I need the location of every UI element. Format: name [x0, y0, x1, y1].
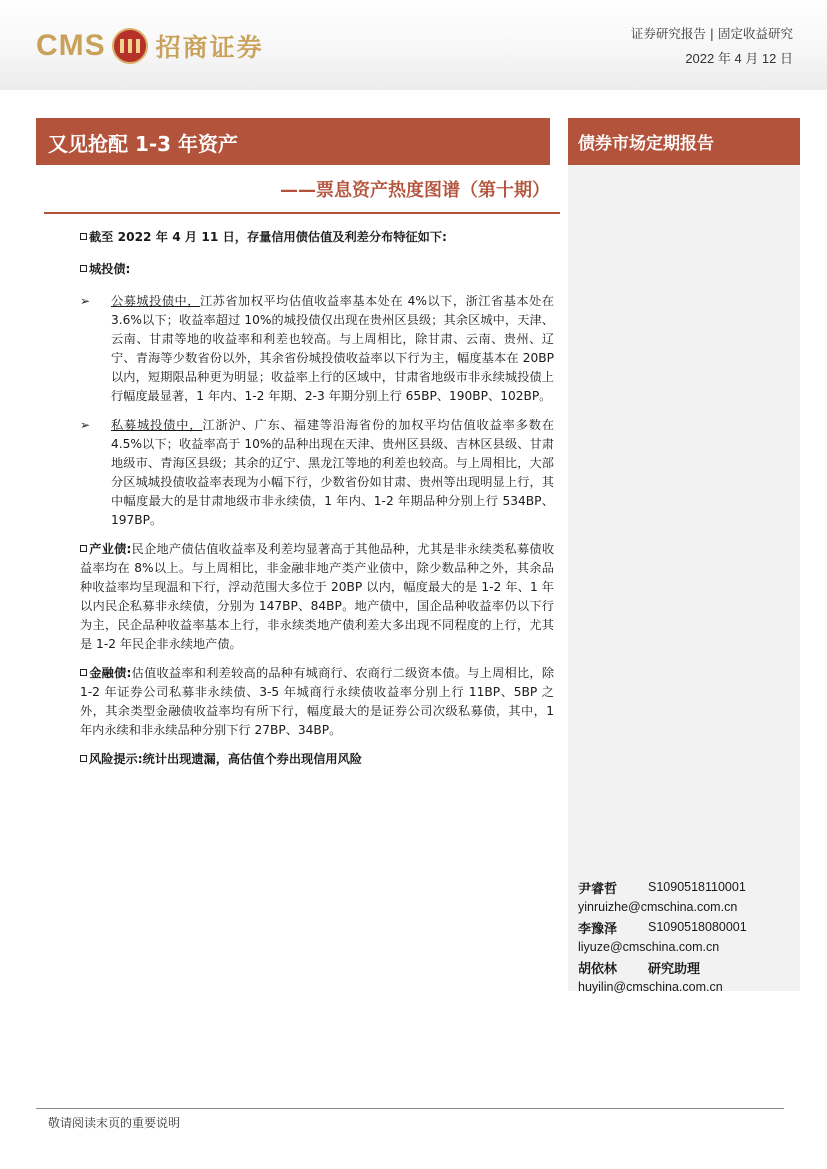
industry-label: 产业债: [89, 542, 132, 556]
checkbox-bullet-icon [80, 233, 87, 240]
sidebar-section-title: 债券市场定期报告 [578, 134, 714, 154]
checkbox-bullet-icon [80, 755, 87, 762]
report-title: 又见抢配 1-3 年资产 [48, 132, 239, 156]
public-chengtou-bullet [80, 292, 554, 406]
logo-latin-text: CMS [36, 29, 106, 62]
checkbox-bullet-icon [80, 669, 87, 676]
analyst-role: 研究助理 [648, 961, 701, 977]
company-logo [36, 26, 264, 66]
public-chengtou-text: 江苏省加权平均估值收益率基本处在 4%以下，浙江省基本处在 3.6%以下；收益率超过 10%的城投债仅出现在贵州区县级；其余区城中，天津、云南、甘肃等地的收益率和利差也较高。与上周相比，除甘肃、云南、贵州、辽宁、青海等少数省份以外，其余省份城投债收益率以下行为主，幅度基本在 20BP 以内，短期限品种更为明显；收益率上行的区域中，甘肃省地级市非永续城投债上行幅度最显著，1 年内、1-2 年期、2-3 年期分别上行 65BP、190BP、102BP。 [111, 294, 554, 403]
financial-label: 金融债: [89, 666, 132, 680]
title-divider [44, 212, 560, 214]
analyst-name: 李豫泽 [578, 921, 618, 937]
analyst-name: 胡依林 [578, 961, 618, 977]
analyst-entry [578, 917, 798, 957]
logo-emblem-icon [112, 28, 148, 64]
logo-chinese-text: 招商证券 [155, 33, 264, 62]
lead-text: 截至 2022 年 4 月 11 日，存量信用债估值及利差分布特征如下: [89, 230, 447, 244]
report-date: 2022 年 4 月 12 日 [685, 51, 793, 66]
page-header [0, 0, 827, 90]
checkbox-bullet-icon [80, 545, 87, 552]
analyst-email[interactable]: yinruizhe@cmschina.com.cn [578, 900, 738, 914]
risk-text: 统计出现遗漏，高估值个券出现信用风险 [142, 752, 362, 766]
arrow-bullet-icon: ➢ [80, 418, 91, 432]
report-type: 证券研究报告 | 固定收益研究 [630, 26, 793, 41]
analyst-name: 尹睿哲 [578, 881, 618, 897]
footer-divider [36, 1108, 784, 1109]
sidebar-banner [568, 118, 800, 165]
analyst-email[interactable]: liyuze@cmschina.com.cn [578, 940, 720, 954]
arrow-bullet-icon: ➢ [80, 294, 91, 308]
footer-notice: 敬请阅读末页的重要说明 [48, 1116, 181, 1130]
private-chengtou-bullet [80, 416, 554, 530]
industry-paragraph [80, 540, 554, 654]
private-chengtou-text: 江浙沪、广东、福建等沿海省份的加权平均估值收益率多数在 4.5%以下；收益率高于 10%的品种出现在天津、贵州区县级、吉林区县级、甘肃地级市、青海区县级；其余的辽宁、黑龙江等地的利差也较高。与上周相比，大部分区城城投债收益率表现为小幅下行，少数省份如甘肃、贵州等出现明显上行，其中幅度最大的是甘肃地级市非永续债，1 年内、1-2 年期品种分别上行 534BP、197BP。 [111, 418, 555, 527]
analyst-license: S1090518080001 [648, 920, 747, 934]
chengtou-heading-text: 城投债: [89, 262, 131, 276]
analyst-license: S1090518110001 [648, 880, 746, 894]
analyst-entry [578, 877, 798, 917]
checkbox-bullet-icon [80, 265, 87, 272]
report-body [80, 228, 554, 779]
risk-label: 风险提示: [89, 752, 143, 766]
industry-text: 民企地产债估值收益率及利差均显著高于其他品种，尤其是非永续类私募债收益率均在 8%以上。与上周相比，非金融非地产类产业债中，除少数品种之外，其余品种收益率均呈现温和下行，浮动范围大多位于 20BP 以内，幅度最大的是 1-2 年、1 年以内民企私募非永续债，分别为 147BP、84BP。地产债中，国企品种收益率仍以下行为主，民企品种收益率基本上行，非永续类地产债利差大多出现不同程度的上行，尤其是 1-2 年民企非永续地产债。 [80, 542, 555, 651]
public-chengtou-label: 公募城投债中， [111, 294, 200, 308]
analyst-list [578, 877, 798, 997]
chengtou-heading [80, 260, 554, 279]
title-banner [36, 118, 550, 165]
sidebar-panel [568, 165, 800, 991]
lead-summary [80, 228, 554, 247]
risk-paragraph [80, 750, 554, 769]
private-chengtou-label: 私募城投债中， [111, 418, 203, 432]
analyst-entry [578, 957, 798, 997]
financial-text: 估值收益率和利差较高的品种有城商行、农商行二级资本债。与上周相比，除 1-2 年证券公司私募非永续债、3-5 年城商行永续债收益率分别上行 11BP、5BP 之外，其余类型金融债收益率均有所下行，幅度最大的是证券公司次级私募债，其中，1 年内永续和非永续品种分别下行 27BP、34BP。 [80, 666, 555, 737]
financial-paragraph [80, 664, 554, 740]
report-subtitle: ——票息资产热度图谱（第十期） [280, 180, 550, 201]
analyst-email[interactable]: huyilin@cmschina.com.cn [578, 980, 723, 994]
